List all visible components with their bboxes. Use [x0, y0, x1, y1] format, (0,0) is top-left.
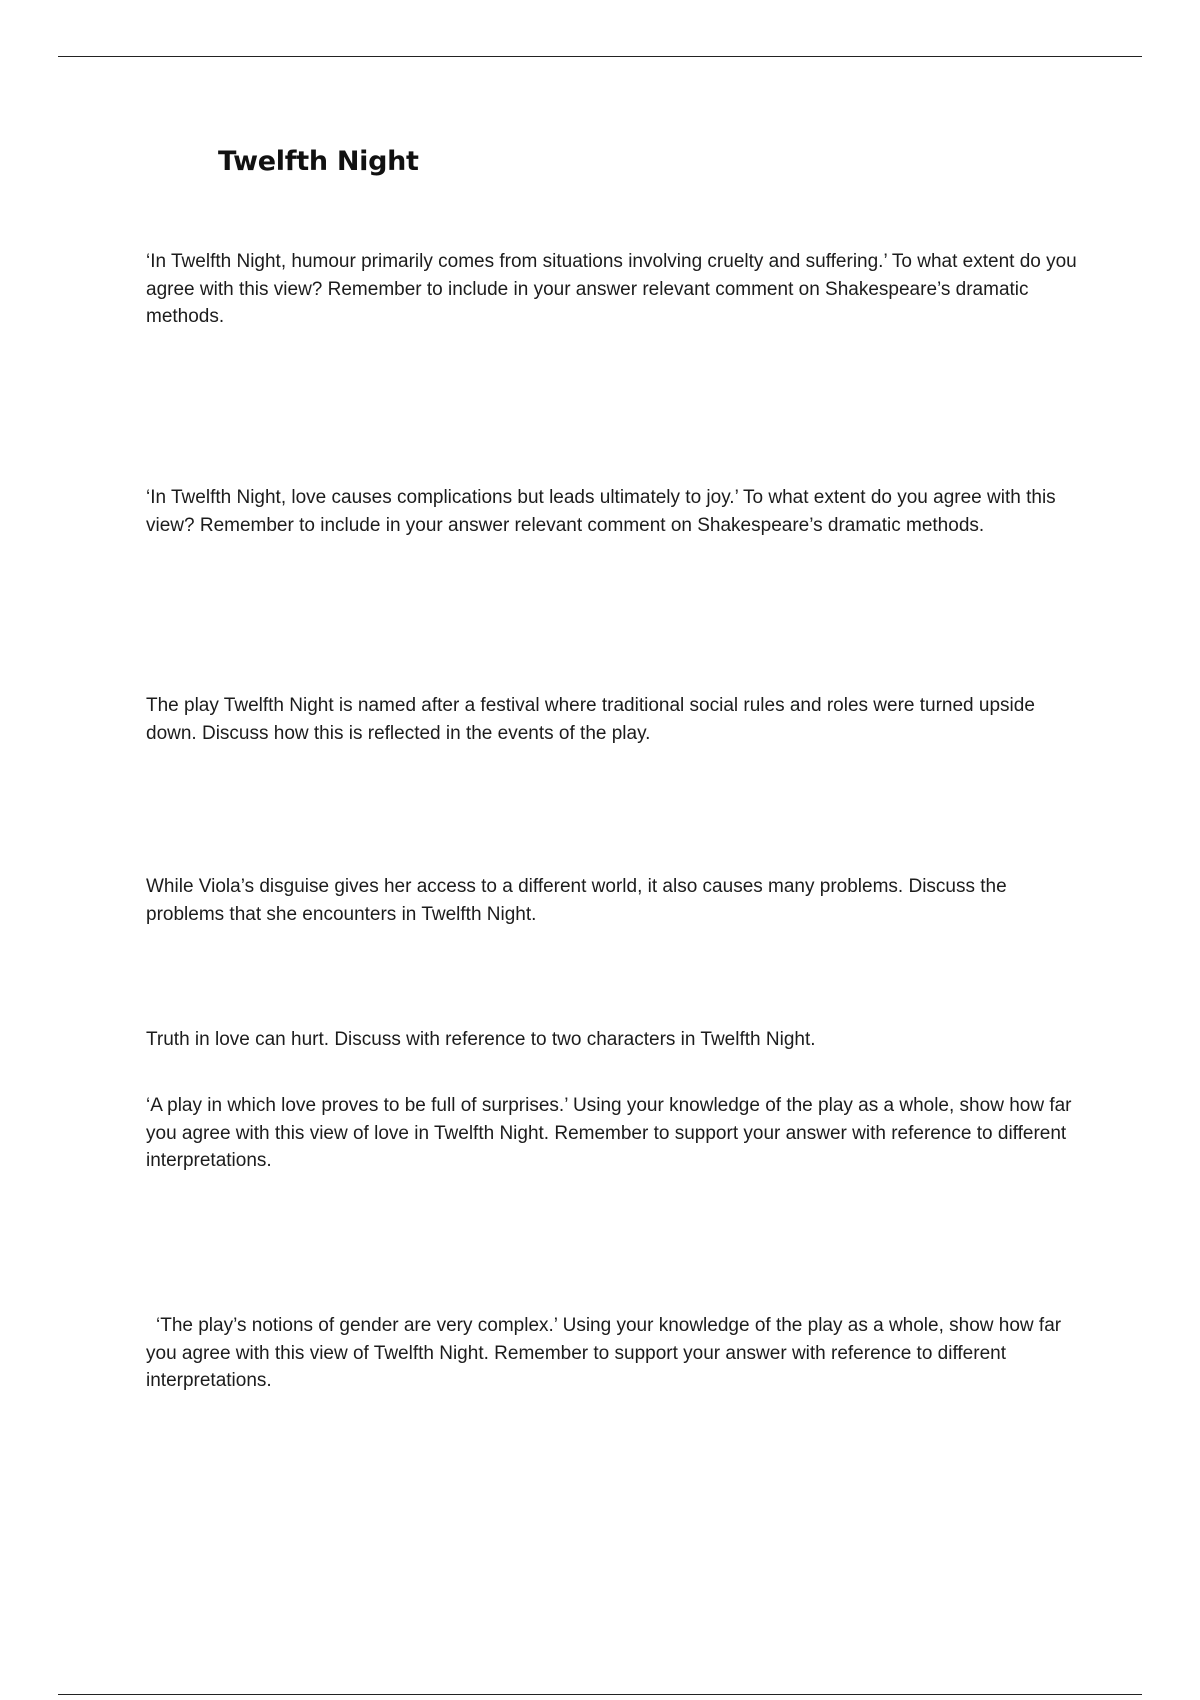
- question-2: ‘In Twelfth Night, love causes complications but leads ultimately to joy.’ To what extent do you agree with this view? Remember to include in your answer relevant comment on Shakespeare’s dramatic methods.: [146, 487, 1056, 536]
- question-7: ‘The play’s notions of gender are very complex.’ Using your knowledge of the play as a whole, show how far you agree with this view of Twelfth Night. Remember to support your answer with reference to different interpretations.: [146, 1315, 1062, 1391]
- question-4: While Viola’s disguise gives her access to a different world, it also causes many problems. Discuss the problems that she encounters in Twelfth Night.: [146, 876, 1007, 925]
- question-3: The play Twelfth Night is named after a festival where traditional social rules and roles were turned upside down. Discuss how this is reflected in the events of the play.: [146, 695, 1035, 744]
- question-6: ‘A play in which love proves to be full of surprises.’ Using your knowledge of the play as a whole, show how far you agree with this view of love in Twelfth Night. Remember to support your answer with reference to different interpretations.: [146, 1095, 1072, 1171]
- question-5: Truth in love can hurt. Discuss with reference to two characters in Twelfth Night.: [146, 1029, 816, 1050]
- page-title: Twelfth Night: [218, 146, 419, 177]
- question-1: ‘In Twelfth Night, humour primarily comes from situations involving cruelty and suffering.’ To what extent do you agree with this view? Remember to include in your answer relevant comment on Shakespeare’s dramatic methods.: [146, 251, 1077, 327]
- bottom-divider: [58, 1694, 1142, 1695]
- top-divider: [58, 56, 1142, 57]
